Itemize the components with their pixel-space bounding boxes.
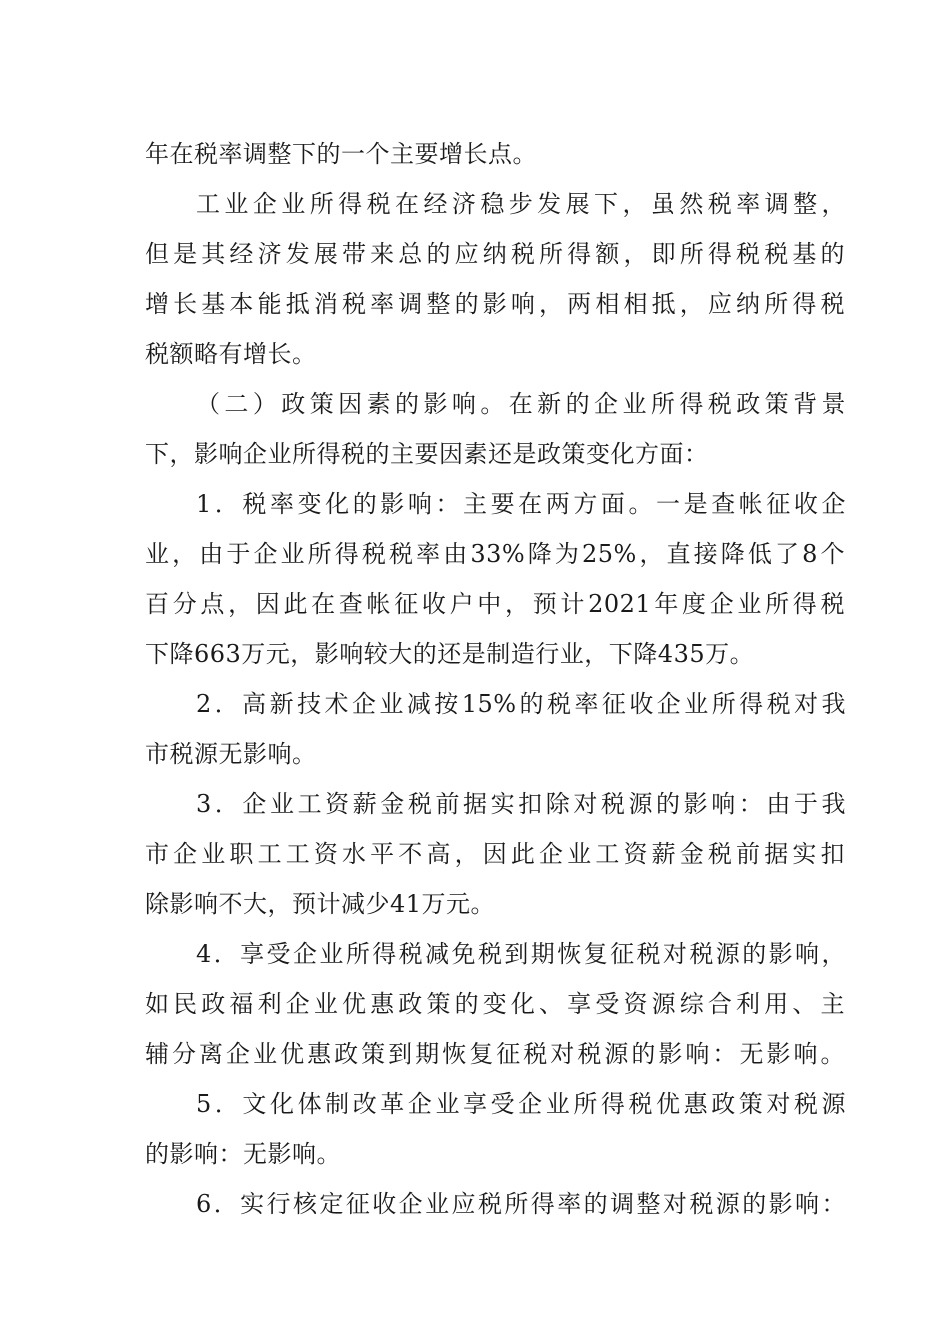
text-line: 市税源无影响。	[145, 740, 317, 768]
list-item-3-first-line: 3．企业工资薪金税前据实扣除对税源的影响：由于我	[196, 790, 846, 818]
text-line: 税额略有增长。	[145, 340, 317, 368]
text-line: 但是其经济发展带来总的应纳税所得额，即所得税税基的	[145, 240, 845, 268]
text-line: 除影响不大，预计减少41万元。	[145, 890, 496, 918]
text-line: 增长基本能抵消税率调整的影响，两相相抵，应纳所得税	[145, 290, 845, 318]
list-item-1-first-line: 1．税率变化的影响：主要在两方面。一是查帐征收企	[196, 490, 846, 518]
list-item-4-first-line: 4．享受企业所得税减免税到期恢复征税对税源的影响，	[196, 940, 846, 968]
section-heading-line: （二）政策因素的影响。在新的企业所得税政策背景	[196, 390, 846, 418]
text-line: 的影响：无影响。	[145, 1140, 341, 1168]
text-line: 市企业职工工资水平不高，因此企业工资薪金税前据实扣	[145, 840, 845, 868]
list-item-5-first-line: 5．文化体制改革企业享受企业所得税优惠政策对税源	[196, 1090, 846, 1118]
list-item-2-first-line: 2．高新技术企业减按15%的税率征收企业所得税对我	[196, 690, 846, 718]
text-line: 百分点，因此在查帐征收户中，预计2021年度企业所得税	[145, 590, 845, 618]
text-line: 年在税率调整下的一个主要增长点。	[145, 140, 537, 168]
paragraph-first-line: 工业企业所得税在经济稳步发展下，虽然税率调整，	[196, 190, 846, 218]
text-line: 如民政福利企业优惠政策的变化、享受资源综合利用、主	[145, 990, 845, 1018]
text-line: 业，由于企业所得税税率由33%降为25%，直接降低了8个	[145, 540, 845, 568]
text-line: 下，影响企业所得税的主要因素还是政策变化方面：	[145, 440, 709, 468]
list-item-6-first-line: 6．实行核定征收企业应税所得率的调整对税源的影响：	[196, 1190, 846, 1218]
text-line: 下降663万元，影响较大的还是制造行业，下降435万。	[145, 640, 755, 668]
text-line: 辅分离企业优惠政策到期恢复征税对税源的影响：无影响。	[145, 1040, 845, 1068]
